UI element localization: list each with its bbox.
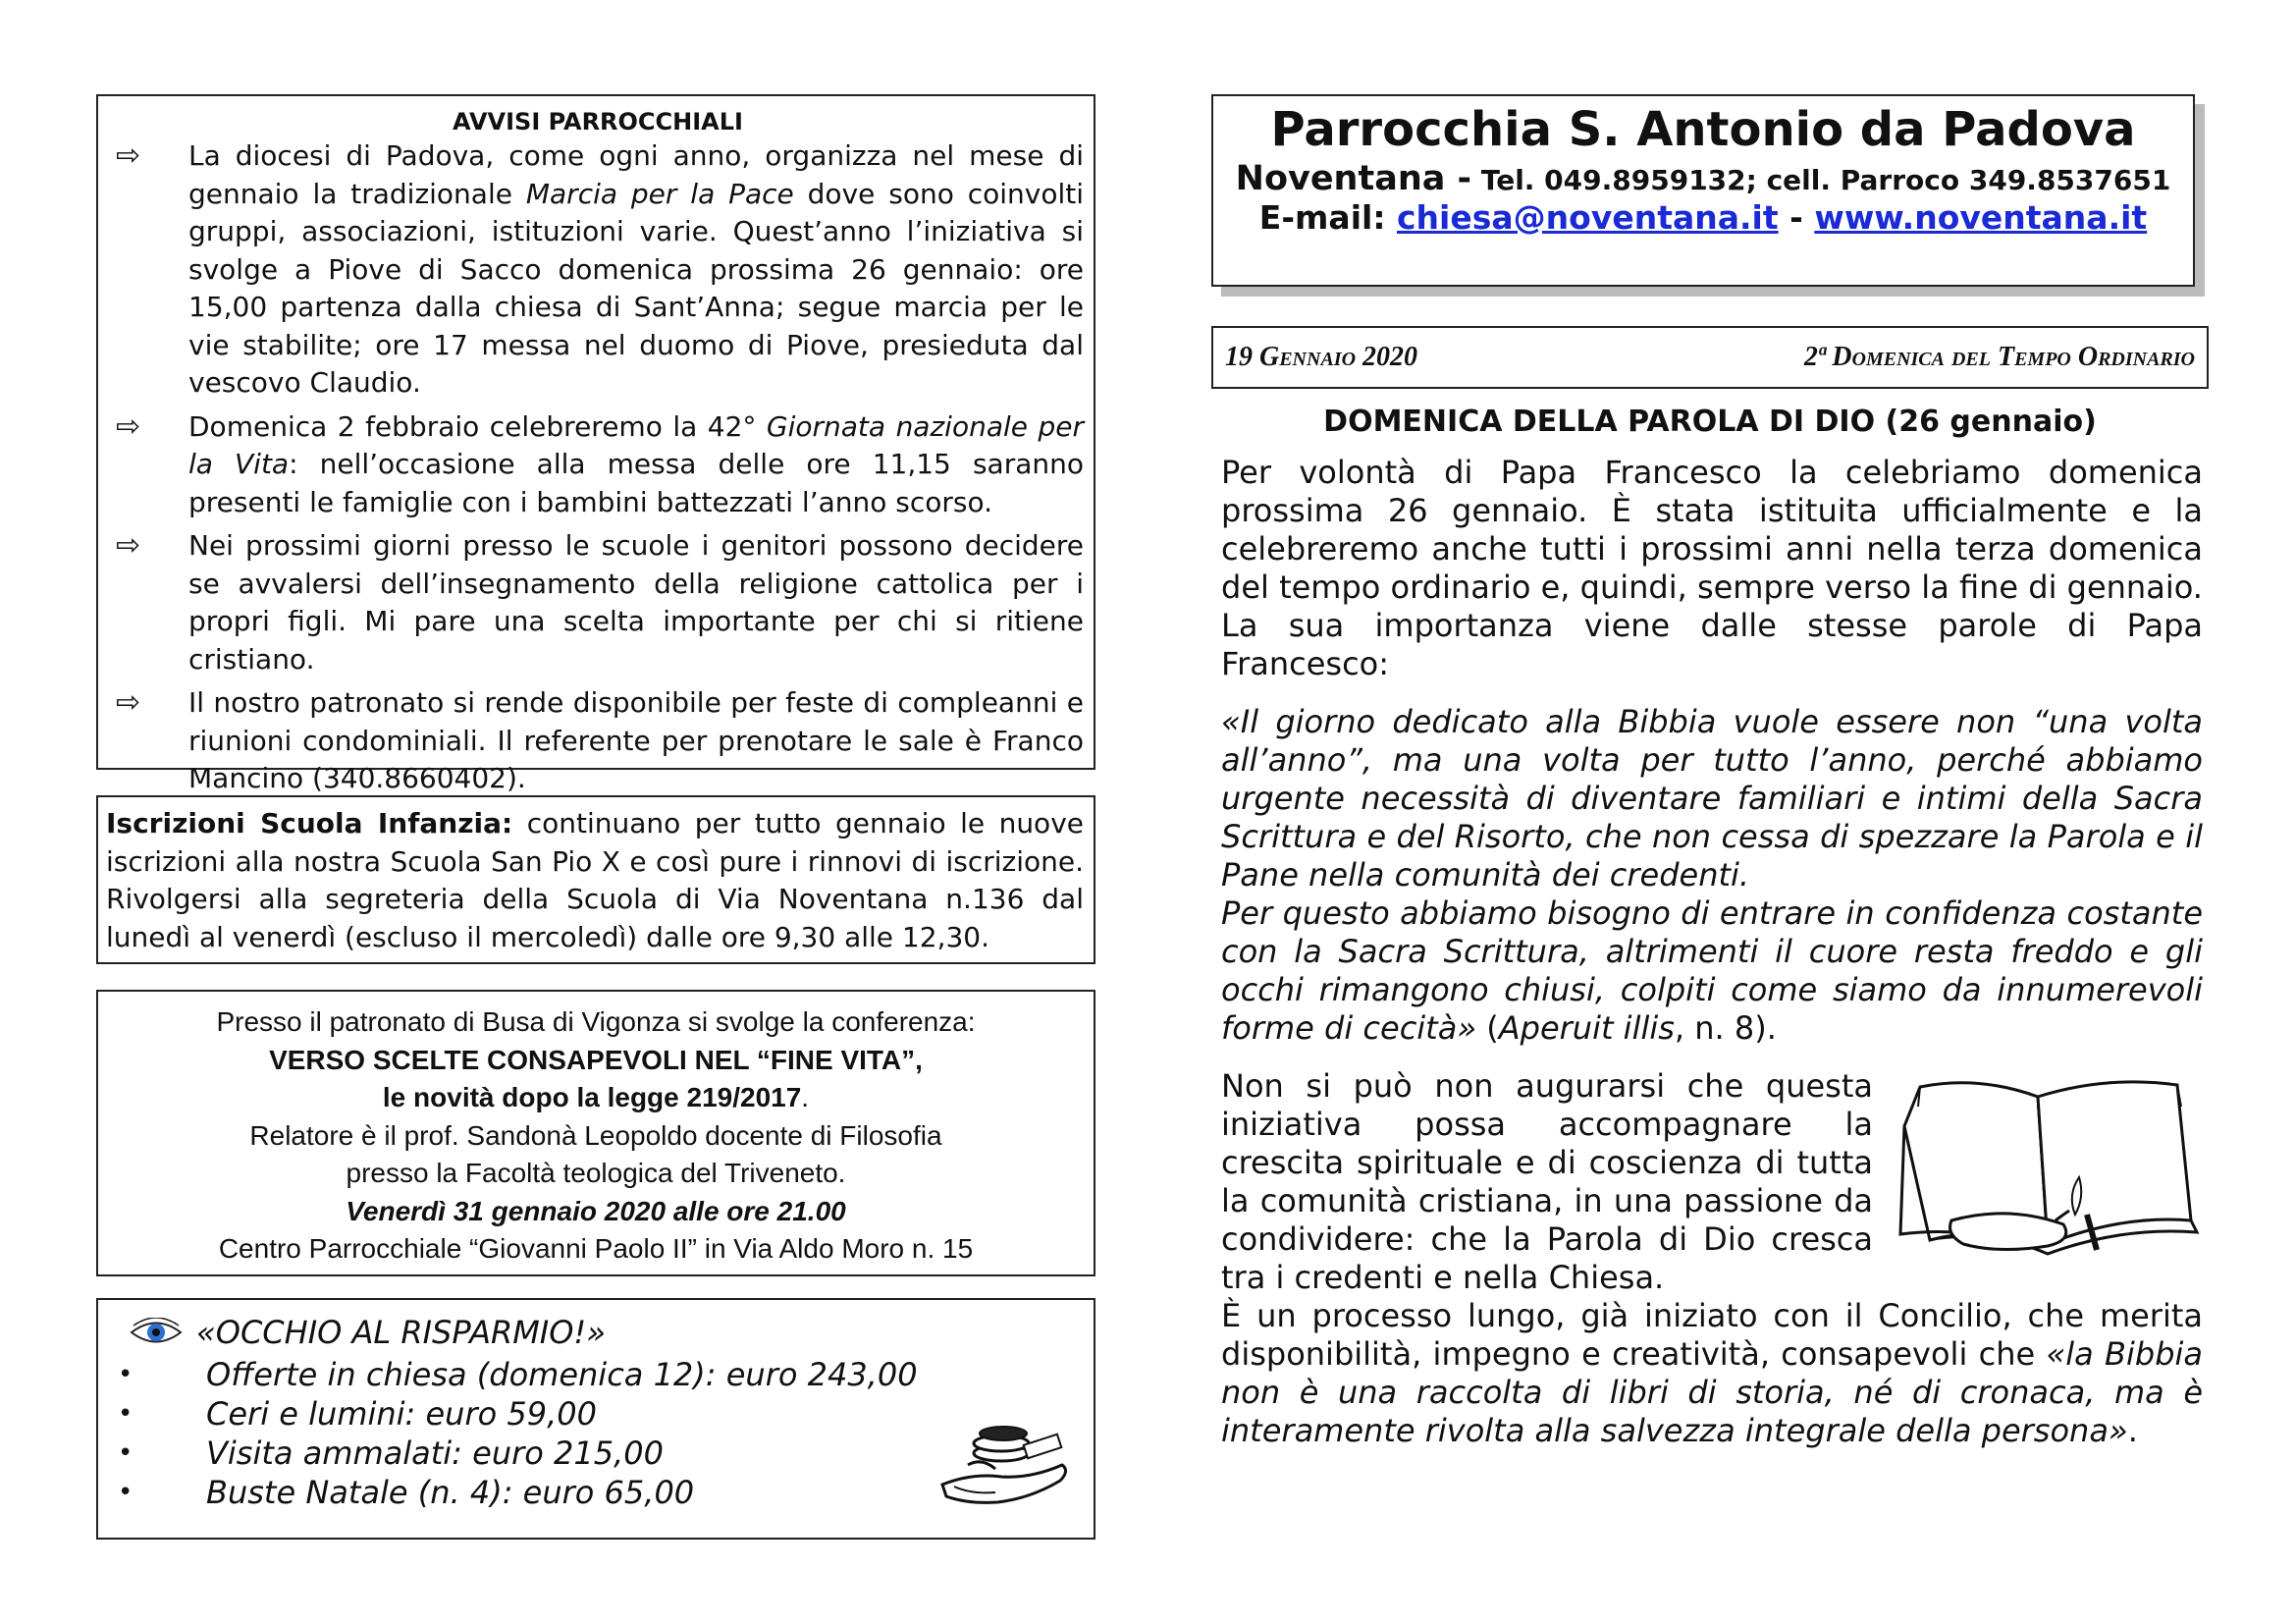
conf-subtitle: le novità dopo la legge 219/2017 xyxy=(382,1082,802,1112)
website-link[interactable]: www.noventana.it xyxy=(1814,198,2148,237)
date-bar xyxy=(1211,326,2209,389)
article-body: Per volontà di Papa Francesco la celebriamo domenica prossima 26 gennaio. È stata istituita ufficialmente e la celebreremo anche tutti i prossimi anni nella terza domenica del tempo ordinario e, quindi, sempre verso la fine di gennaio. La sua importanza viene dalle stesse parole di Papa Francesco: «Il giorno dedicato alla Bibbia vuole essere non “una volta all’anno”, ma una volta per tutto l’anno, perché abbiamo urgente necessità di diventare familiari e intimi della Sacra Scrittura e del Risorto, che non cessa di spezzare la Parola e il Pane nella comunità dei credenti. Per questo abbiamo bisogno di entrare in confidenza costante con la Sacra Scrittura, altrimenti il cuore resta freddo e gli occhi rimangono chiusi, colpiti come siamo da innumerevoli forme di cecità» (Aperuit illis, n. 8). Non si può non augurarsi che questa iniziativa possa accompagnare la crescita spirituale e di coscienza di tutta la comunità cristiana, in una passione da condividere: che la Parola di Dio cresca tra i credenti e nella Chiesa. È un processo lungo, già iniziato con il Concilio, che merita disponibilità, impegno e creatività, consapevoli che «la Bibbia non è una raccolta di libri di storia, né di cronaca, ma è interamente rivolta alla salvezza integrale della persona». xyxy=(1221,454,2203,1449)
arrow-icon: ⇨ xyxy=(116,138,141,173)
iscrizioni-box xyxy=(96,795,1095,964)
money-hand-icon xyxy=(933,1416,1076,1514)
avviso-item: ⇨ La diocesi di Padova, come ogni anno, organizza nel mese di gennaio la tradizionale Marcia per la Pace dove sono coinvolti gruppi, associazioni, istituzioni varie. Quest’anno l’iniziativa si svolge a Piove di Sacco domenica prossima 26 gennaio: ore 15,00 partenza dalla chiesa di Sant’Anna; segue marcia per le vie stabilite; ore 17 messa nel duomo di Piove, presieduta dal vescovo Claudio. xyxy=(112,137,1084,403)
conf-intro: Presso il patronato di Busa di Vigonza si svolge la conferenza: xyxy=(216,1006,976,1037)
article-paragraph: Non si può non augurarsi che questa iniziativa possa accompagnare la crescita spirituale e di coscienza di tutta la comunità cristiana, in una passione da condividere: che la Parola di Dio cresca tra i credenti e nella Chiesa. xyxy=(1221,1067,1873,1296)
email-link[interactable]: chiesa@noventana.it xyxy=(1397,198,1779,237)
article-title: DOMENICA DELLA PAROLA DI DIO (26 gennaio) xyxy=(1323,405,2097,439)
list-item: • Ceri e lumini: euro 59,00 xyxy=(118,1395,597,1433)
open-bible-lamp-icon xyxy=(1891,1067,2203,1260)
iscrizioni-text: continuano per tutto gennaio le nuove iscrizioni alla nostra Scuola San Pio X e così pure i rinnovi di iscrizione. Rivolgersi alla segreteria della Scuola di Via Noventana n.136 dal lunedì al venerdì (escluso il mercoledì) dalle ore 9,30 alle 12,30. xyxy=(106,807,1084,953)
article-quote: «la Bibbia non è una raccolta di libri di storia, né di cronaca, ma è interamente rivolta alla salvezza integrale della persona» xyxy=(1221,1335,2203,1449)
list-item: • Buste Natale (n. 4): euro 65,00 xyxy=(118,1474,695,1511)
iscrizioni-label: Iscrizioni Scuola Infanzia: xyxy=(106,807,513,839)
conf-title: VERSO SCELTE CONSAPEVOLI NEL “FINE VITA”, xyxy=(269,1044,923,1075)
list-item: • Visita ammalati: euro 215,00 xyxy=(118,1435,664,1472)
arrow-icon: ⇨ xyxy=(116,685,141,720)
avvisi-box xyxy=(96,94,1095,794)
conferenza-box: Presso il patronato di Busa di Vigonza si svolge la conferenza: VERSO SCELTE CONSAPEVOLI NEL “FINE VITA”, le novità dopo la legge 219/2017. Relatore è il prof. Sandonà Leopoldo docente di Filosofia presso la Facoltà teologica del Triveneto. Venerdì 31 gennaio 2020 alle ore 21.00 Centro Parrocchiale “Giovanni Paolo II” in Via Aldo Moro n. 15 xyxy=(96,990,1095,1276)
conf-speaker: Relatore è il prof. Sandonà Leopoldo docente di Filosofia xyxy=(249,1119,942,1151)
parish-phones: Tel. 049.8959132; cell. Parroco 349.8537651 xyxy=(1471,164,2171,196)
article-quote: «Il giorno dedicato alla Bibbia vuole essere non “una volta all’anno”, ma una volta per tutto l’anno, perché abbiamo urgente necessità di diventare familiari e intimi della Sacra Scrittura e del Risorto, che non cessa di spezzare la Parola e il Pane nella comunità dei credenti. xyxy=(1221,703,2203,893)
risparmio-title: «OCCHIO AL RISPARMIO!» xyxy=(196,1314,606,1351)
arrow-icon: ⇨ xyxy=(116,408,141,444)
article-paragraph: Per volontà di Papa Francesco la celebriamo domenica prossima 26 gennaio. È stata istituita ufficialmente e la celebreremo anche tutti i prossimi anni nella terza domenica del tempo ordinario e, quindi, sempre verso la fine di gennaio. xyxy=(1221,454,2203,606)
avviso-item: ⇨ Il nostro patronato si rende disponibile per feste di compleanni e riunioni condominiali. Il referente per prenotare le sale è Franco Mancino (340.8660402). xyxy=(112,684,1084,798)
article-paragraph: La sua importanza viene dalle stesse parole di Papa Francesco: xyxy=(1221,607,2203,682)
article-quote: Per questo abbiamo bisogno di entrare in confidenza costante con la Sacra Scrittura, altrimenti il cuore resta freddo e gli occhi rimangono chiusi, colpiti come siamo da innumerevoli forme di cecità» xyxy=(1221,894,2203,1047)
quote-source: Aperuit illis xyxy=(1498,1009,1675,1047)
list-item: • Offerte in chiesa (domenica 12): euro 243,00 xyxy=(118,1356,918,1393)
eye-icon xyxy=(130,1318,183,1347)
avviso-item: ⇨ Domenica 2 febbraio celebreremo la 42° Giornata nazionale per la Vita: nell’occasione alla messa delle ore 11,15 saranno presenti le famiglie con i bambini battezzati l’anno scorso. xyxy=(112,408,1084,522)
conf-faculty: presso la Facoltà teologica del Triveneto. xyxy=(346,1158,846,1188)
header-box: Parrocchia S. Antonio da Padova Noventana - Tel. 049.8959132; cell. Parroco 349.8537651 E-mail: chiesa@noventana.it - www.noventana.it xyxy=(1211,94,2195,287)
issue-date: 19 Gennaio 2020 xyxy=(1225,342,1418,372)
avvisi-title: AVVISI PARROCCHIALI xyxy=(453,108,743,135)
avviso-item: ⇨ Nei prossimi giorni presso le scuole i genitori possono decidere se avvalersi dell’insegnamento della religione cattolica per i propri figli. Mi pare una scelta importante per chi si ritiene cristiano. xyxy=(112,527,1084,678)
conf-date: Venerdì 31 gennaio 2020 alle ore 21.00 xyxy=(346,1195,846,1226)
parish-name: Parrocchia S. Antonio da Padova xyxy=(1270,102,2136,157)
conf-place: Centro Parrocchiale “Giovanni Paolo II” in Via Aldo Moro n. 15 xyxy=(218,1233,974,1264)
parish-place: Noventana - xyxy=(1235,159,1472,198)
liturgical-sunday: 2ª Domenica del Tempo Ordinario xyxy=(1803,342,2195,372)
arrow-icon: ⇨ xyxy=(116,528,141,563)
